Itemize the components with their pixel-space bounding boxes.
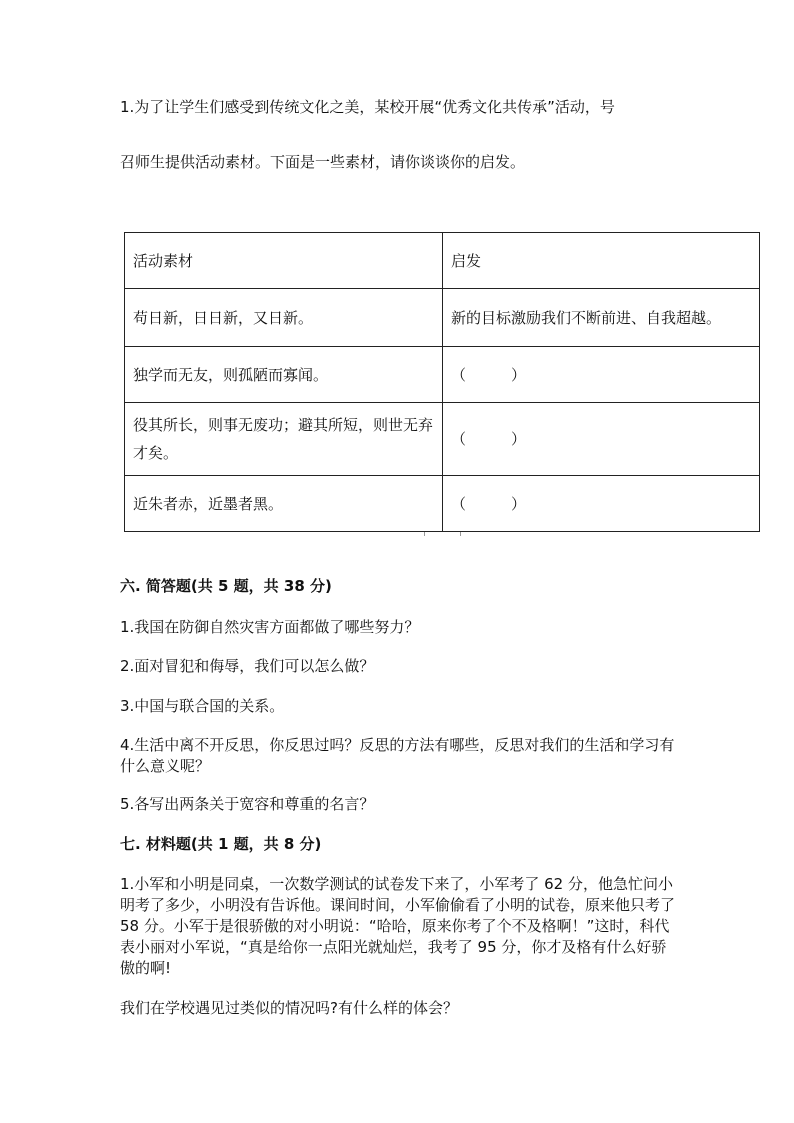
- table-row: [125, 289, 760, 347]
- mark-tick: [460, 532, 461, 536]
- insight-blank[interactable]: （ ）: [443, 403, 760, 476]
- question-5: 5.各写出两条关于宽容和尊重的名言？: [120, 795, 375, 813]
- material-table: [124, 232, 760, 532]
- header-insight: 启发: [443, 233, 760, 289]
- table-row: [125, 347, 760, 403]
- intro-line-2: 召师生提供活动素材。下面是一些素材，请你谈谈你的启发。: [120, 153, 526, 171]
- material-cell: 近朱者赤，近墨者黑。: [125, 476, 443, 532]
- insight-blank[interactable]: （ ）: [443, 476, 760, 532]
- insight-blank[interactable]: （ ）: [443, 347, 760, 403]
- table-header-row: [125, 233, 760, 289]
- question-3: 3.中国与联合国的关系。: [120, 697, 285, 715]
- table-row: [125, 403, 760, 476]
- mark-tick: [424, 532, 425, 536]
- insight-cell: 新的目标激励我们不断前进、自我超越。: [443, 289, 760, 347]
- question-2: 2.面对冒犯和侮辱，我们可以怎么做？: [120, 657, 375, 675]
- question-1: 1.我国在防御自然灾害方面都做了哪些努力？: [120, 618, 420, 636]
- question-4: 4.生活中离不开反思，你反思过吗？反思的方法有哪些，反思对我们的生活和学习有什么意义呢？: [120, 736, 675, 775]
- material-cell: 役其所长，则事无废功；避其所短，则世无弃才矣。: [125, 403, 443, 476]
- material-question: 我们在学校遇见过类似的情况吗?有什么样的体会？: [120, 999, 458, 1017]
- intro-line-1: 1.为了让学生们感受到传统文化之美，某校开展“优秀文化共传承”活动，号: [120, 98, 615, 116]
- material-cell: 苟日新，日日新，又日新。: [125, 289, 443, 347]
- material-cell: 独学而无友，则孤陋而寡闻。: [125, 347, 443, 403]
- table-row: [125, 476, 760, 532]
- section-6-title: 六. 简答题(共 5 题，共 38 分): [120, 577, 332, 595]
- section-7-title: 七. 材料题(共 1 题，共 8 分): [120, 835, 322, 853]
- header-material: 活动素材: [125, 233, 443, 289]
- material-passage: 1.小军和小明是同桌，一次数学测试的试卷发下来了，小军考了 62 分，他急忙问小明考了多少，小明没有告诉他。课间时间，小军偷偷看了小明的试卷，原来他只考了 58 分。小军于是很骄傲的对小明说：“哈哈，原来你考了个不及格啊！”这时，科代表小丽对小军说，“真是给你一点阳光就灿烂，我考了 95 分，你才及格有什么好骄傲的啊!: [120, 875, 676, 977]
